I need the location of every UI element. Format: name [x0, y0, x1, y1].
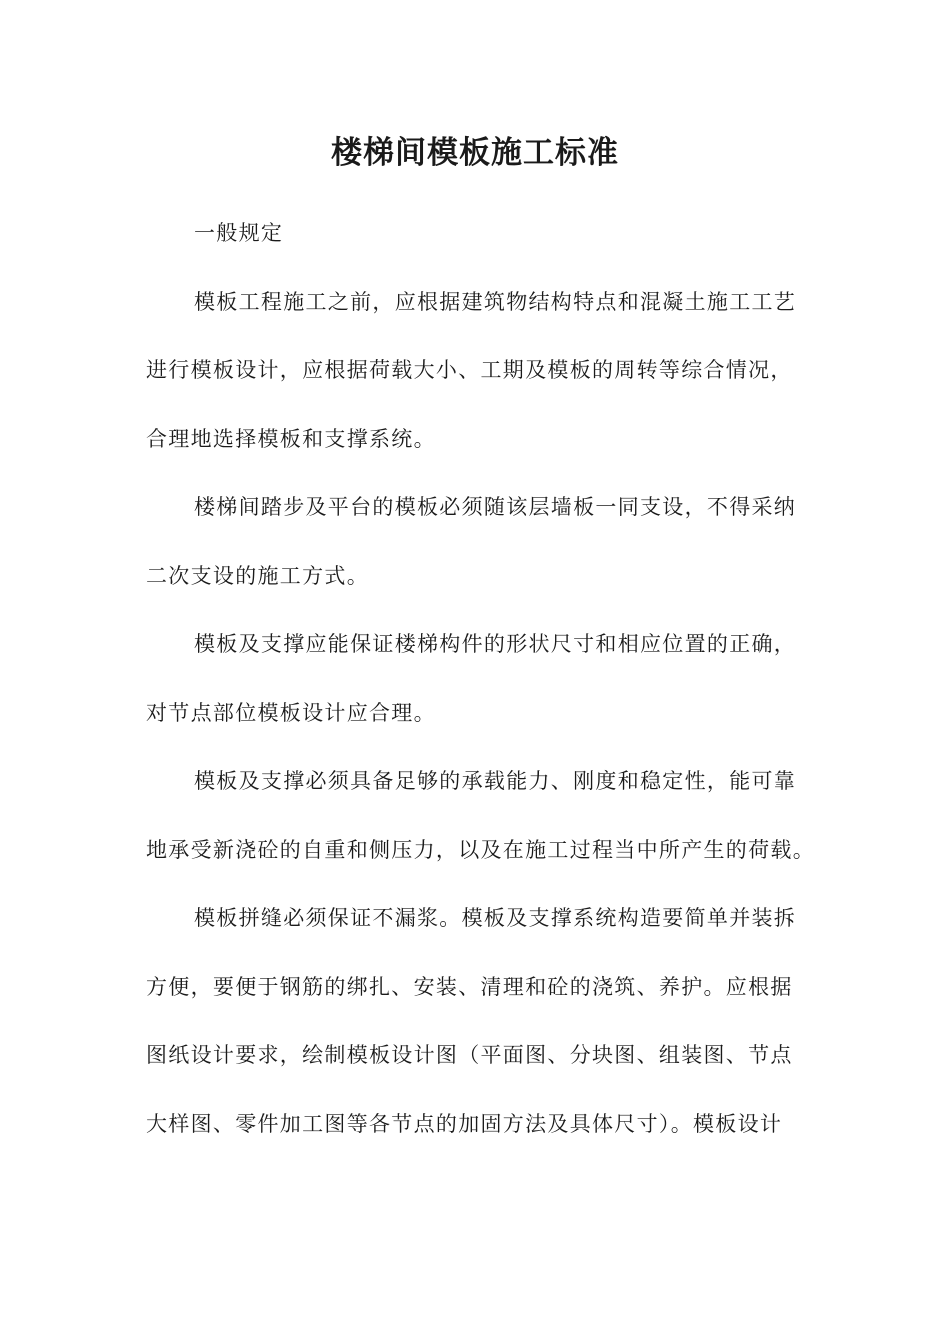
paragraph-joint-sealing	[146, 884, 806, 1158]
paragraph-formwork-design	[146, 268, 806, 474]
paragraph-line: 进行模板设计，应根据荷载大小、工期及模板的周转等综合情况，	[146, 358, 793, 382]
paragraph-line: 图纸设计要求，绘制模板设计图（平面图、分块图、组装图、节点	[146, 1043, 793, 1067]
section-heading: 一般规定	[194, 221, 284, 245]
paragraph-support-accuracy	[146, 610, 806, 747]
paragraph-line: 合理地选择模板和支撑系统。	[146, 426, 436, 451]
paragraph-line: 地承受新浇砼的自重和侧压力，以及在施工过程当中所产生的荷载。	[146, 837, 815, 862]
paragraph-line: 方便，要便于钢筋的绑扎、安装、清理和砼的浇筑、养护。应根据	[146, 974, 793, 999]
paragraph-stair-steps	[146, 473, 806, 610]
paragraph-line: 模板及支撑必须具备足够的承载能力、刚度和稳定性，能可靠	[194, 769, 797, 793]
paragraph-line: 二次支设的施工方式。	[146, 563, 369, 588]
paragraph-line: 模板工程施工之前，应根据建筑物结构特点和混凝土施工工艺	[194, 289, 797, 314]
paragraph-line: 大样图、零件加工图等各节点的加固方法及具体尺寸）。模板设计	[146, 1111, 783, 1136]
document-title: 楼梯间模板施工标准	[331, 135, 619, 171]
paragraph-line: 楼梯间踏步及平台的模板必须随该层墙板一同支设，不得采纳	[194, 495, 797, 519]
paragraph-line: 模板拼缝必须保证不漏浆。模板及支撑系统构造要简单并装拆	[194, 906, 797, 930]
paragraph-line: 模板及支撑应能保证楼梯构件的形状尺寸和相应位置的正确，	[194, 632, 797, 656]
document-body	[146, 199, 815, 1158]
paragraph-load-capacity	[146, 747, 815, 884]
paragraph-line: 对节点部位模板设计应合理。	[146, 700, 436, 725]
